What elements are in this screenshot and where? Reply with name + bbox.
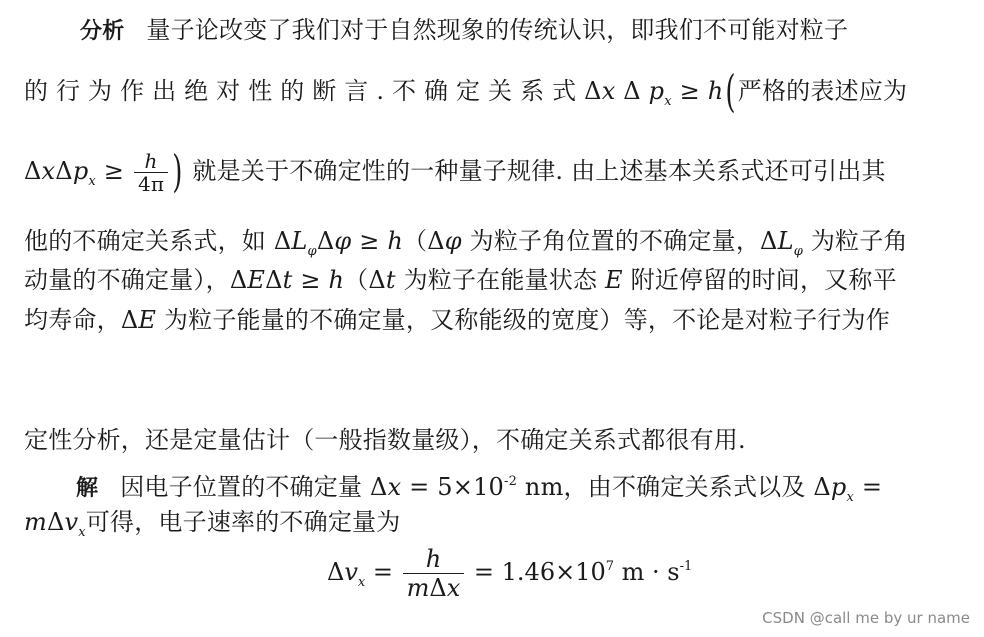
symbol-delta-phi: Δφ — [427, 227, 462, 255]
fraction-h-over-4pi: $\frac{h}{4\pi}$ — [134, 150, 168, 195]
analysis-line-6 — [24, 305, 890, 335]
analysis-text-2-tail: 严格的表述应为 — [737, 77, 908, 105]
analysis-text-6a: 均寿命， — [24, 306, 121, 334]
analysis-line-1 — [80, 15, 848, 47]
solution-text-1a: 因电子位置的不确定量 — [120, 473, 371, 501]
analysis-text-5a: 动量的不确定量）， — [24, 266, 230, 294]
analysis-text-5c: 为粒子在能量状态 — [395, 266, 606, 294]
formula-energy-time: ΔEΔt ≥ h — [229, 266, 345, 294]
solution-text-2: 可得，电子速率的不确定量为 — [85, 508, 401, 536]
symbol-delta-l-phi: $\Delta L_\varphi$ — [760, 227, 804, 259]
solution-text-1b: ，由不确定关系式以及 — [563, 473, 814, 501]
result-value: = 1.46×10 — [473, 558, 606, 586]
analysis-text-6b: 为粒子能量的不确定量，又称能级的宽度）等，不论是对粒子行为作 — [156, 306, 890, 334]
analysis-text-5d: 附近停留的时间，又称平 — [622, 266, 897, 294]
analysis-text-1: 量子论改变了我们对于自然现象的传统认识，即我们不可能对粒子 — [146, 16, 849, 44]
close-paren: ) — [172, 147, 183, 198]
formula-delta-x-value: $\Delta x = 5\times 10^{-2}$ nm — [370, 473, 564, 501]
analysis-line-2 — [24, 67, 908, 118]
analysis-line-4 — [24, 226, 908, 267]
result-formula: $\Delta v_x$ = $\frac{h}{\text{mΔx}}$ = $1.46\times 10^7$ $m \cdot s^{-1}$ — [327, 545, 693, 602]
analysis-text-4c: 为粒子角位置的不确定量， — [461, 227, 761, 255]
analysis-line-5 — [24, 265, 897, 295]
open-paren: ( — [725, 67, 736, 118]
solution-label: 解 — [76, 476, 99, 501]
formula-uncertainty-strict: ΔxΔp$_x$ ≥ $\frac{h}{4\pi}$ — [24, 157, 170, 185]
analysis-text-4b: （ — [403, 227, 428, 255]
formula-m-delta-v: mΔv$_x$ — [24, 508, 86, 540]
analysis-text-2: 的 行 为 作 出 绝 对 性 的 断 言 . 不 确 定 关 系 式 — [24, 77, 585, 105]
analysis-label: 分析 — [80, 19, 125, 44]
formula-uncertainty-basic: Δx Δ $p_x \ge h$ — [584, 77, 724, 109]
result-unit-exponent: -1 — [679, 559, 693, 574]
analysis-text-3: 就是关于不确定性的一种量子规律. 由上述基本关系式还可引出其 — [192, 157, 886, 185]
analysis-line-3 — [24, 147, 886, 198]
result-exponent: 7 — [605, 559, 615, 574]
analysis-text-5b: （ — [344, 266, 369, 294]
solution-line-2 — [24, 507, 400, 548]
formula-delta-p: $\Delta p_x$ = — [813, 473, 883, 505]
symbol-e: E — [605, 266, 623, 294]
formula-angular: $\Delta L_\varphi\Delta\varphi \ge h$ — [273, 227, 404, 259]
fraction-h-over-m-delta-x: $\frac{h}{\text{mΔx}}$ — [403, 545, 465, 602]
analysis-text-4d: 为粒子角 — [803, 227, 908, 255]
symbol-delta-t: Δt — [368, 266, 396, 294]
analysis-line-7 — [24, 425, 746, 455]
analysis-text-4a: 他的不确定关系式，如 — [24, 227, 274, 255]
result-unit: m · s — [614, 558, 680, 586]
analysis-text-7: 定性分析，还是定量估计（一般指数量级），不确定关系式都很有用. — [24, 426, 746, 454]
symbol-delta-e: ΔE — [120, 306, 157, 334]
watermark: CSDN @call me by ur name — [762, 609, 970, 627]
